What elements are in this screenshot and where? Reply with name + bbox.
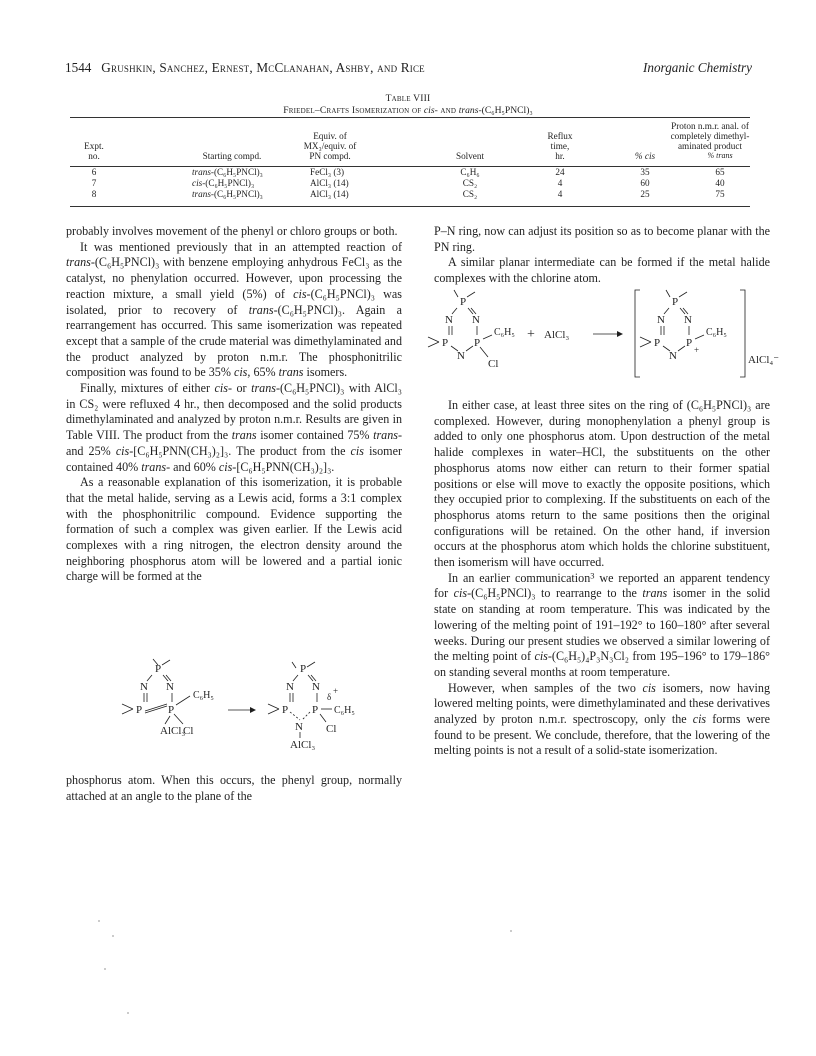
svg-text:P: P	[654, 337, 661, 349]
header-cis: % cis	[634, 151, 656, 161]
running-header	[65, 60, 425, 76]
scan-speck	[127, 1012, 129, 1014]
svg-text:P: P	[474, 337, 481, 349]
paragraph: P–N ring, now can adjust its position so as to become planar with the PN ring.	[434, 224, 770, 254]
svg-text:N: N	[445, 314, 453, 326]
paragraph: It was mentioned previously that in an attempted reaction of trans-(C₆H₅PNCl)₃ with benzene employing anhydrous FeCl₃ as the catalyst, no phenylation occurred. However, upon processing the reaction mixture, a small yield (5%) of cis-(C₆H₅PNCl)₃ was isolated, prior to recovery of trans-(C₆H₅PNCl)₃. Again a rearrangement has occurred. This same isomerization was repeated except that a sample of the crude material was dimethylaminated and the product analyzed by proton n.m.r. The phosphonitrilic composition was found to be 35% cis, 65% trans isomers.	[66, 239, 403, 380]
svg-text:C₆H₅: C₆H₅	[334, 705, 355, 716]
header-starting: Starting compd.	[202, 151, 262, 161]
table-bottom-rule	[70, 206, 750, 207]
scheme-isomerization	[100, 660, 390, 760]
scan-speck	[510, 930, 512, 932]
svg-text:δ: δ	[327, 692, 332, 702]
svg-text:+: +	[694, 345, 700, 355]
left-column-upper	[66, 224, 402, 585]
header-expt: Expt.	[84, 141, 104, 151]
svg-text:N: N	[684, 314, 692, 326]
svg-text:AlCl₃: AlCl₃	[544, 329, 570, 341]
svg-text:Cl: Cl	[488, 358, 499, 370]
table-header-rule	[70, 166, 750, 167]
header-solvent: Solvent	[455, 151, 485, 161]
svg-text:P: P	[300, 663, 307, 675]
paragraph: phosphorus atom. When this occurs, the phenyl group, normally attached at an angle to the plane of the	[66, 773, 402, 803]
paragraph: In either case, at least three sites on the ring of (C₆H₅PNCl)₃ are complexed. However, during monophenylation a phenyl group is added to only one phosphorus atom. Upon destruction of the metal halide complexes in water–HCl, the substituents on the other phosphorus atoms now either can return to their former spatial positions or else will move to exactly the opposite positions, which they occupied prior to complexing. If the substituents on each of the phosphorus atoms return to the same positions then the original configurations will be retained. On the other hand, if inversion occurs at the phosphorus atom which holds the chlorine substituent, then isomerism will have occurred.	[434, 398, 770, 570]
journal-name: Inorganic Chemistry	[642, 60, 752, 75]
scan-speck	[112, 935, 114, 937]
svg-text:N: N	[312, 681, 320, 693]
svg-text:N: N	[472, 314, 480, 326]
svg-text:Cl: Cl	[183, 725, 194, 737]
svg-text:N: N	[295, 721, 303, 733]
author-list: Grushkin, Sanchez, Ernest, McClanahan, Ashby, and Rice	[101, 60, 425, 75]
svg-text:P: P	[155, 663, 162, 675]
paragraph: In an earlier communication$^3$ we reported an apparent tendency for cis-(C₆H₅PNCl)₃ to rearrange to the trans isomer in the solid state on standing at room temperature. This was indicated by the lowering of the melting point of 191–192° to 160–180° after several weeks. During our present studies we observed a similar lowering of the melting point of cis-(C₆H₅)₄P₃N₃Cl₂ from 195–196° to 179–186° on standing several months at room temperature.	[434, 570, 771, 679]
svg-text:P: P	[136, 704, 143, 716]
svg-text:N: N	[657, 314, 665, 326]
svg-text:P: P	[672, 296, 679, 308]
svg-text:P: P	[168, 704, 175, 716]
table-row: 8 trans-(C₆H₅PNCl)₃ AlCl₃ (14) CS₂ 4 25 75	[91, 189, 725, 199]
scan-speck	[98, 920, 100, 922]
svg-text:C₆H₅: C₆H₅	[494, 327, 515, 338]
table-row: 7 cis-(C₆H₅PNCl)₃ AlCl₃ (14) CS₂ 4 60 40	[91, 178, 725, 188]
svg-text:N: N	[140, 681, 148, 693]
paragraph: probably involves movement of the phenyl or chloro groups or both.	[66, 224, 398, 238]
scan-speck	[104, 968, 106, 970]
svg-text:Cl: Cl	[326, 723, 337, 735]
table-row: 6 trans-(C₆H₅PNCl)₃ FeCl₃ (3) C₆H₆ 24 35 65	[91, 167, 725, 177]
table-title: Friedel–Crafts Isomerization of cis- and trans-(C₆H₅PNCl)₃	[283, 105, 533, 116]
paragraph: Finally, mixtures of either cis- or trans-(C₆H₅PNCl)₃ with AlCl₃ in CS₂ were refluxed 4 hr., then decomposed and the solid products dimethylaminated and analyzed by proton n.m.r. Results are given in Table VIII. The product from the trans isomer contained 75% trans- and 25% cis-[C₆H₅PNN(CH₃)₂]₃. The product from the cis isomer contained 40% trans- and 60% cis-[C₆H₅PNN(CH₃)₂]₃.	[66, 381, 402, 474]
left-column-lower	[66, 773, 402, 804]
header-trans: % trans	[707, 151, 733, 160]
svg-text:C₆H₅: C₆H₅	[193, 690, 214, 701]
svg-text:AlCl₃: AlCl₃	[290, 739, 316, 751]
header-equiv: Equiv. of	[313, 131, 347, 141]
svg-text:P: P	[312, 704, 319, 716]
svg-text:P: P	[442, 337, 449, 349]
svg-text:C₆H₅: C₆H₅	[706, 327, 727, 338]
data-table: Proton n.m.r. anal. of completely dimethyl- aminated product Equiv. of MX₃/equiv. of PN compd. Reflux time, hr. Expt. no. Starting compd. Solvent % cis % trans 6 trans-(C₆H₅PNCl)₃ FeCl₃ (3) C₆H₆ 24 35 65 7 cis-(C₆H₅PNCl)₃ AlCl₃ (14) CS₂ 4 60 40 8 trans-(C₆H₅PNCl)₃ AlCl₃ (14) CS₂ 4 25 75	[70, 118, 750, 208]
page-number: 1544	[65, 60, 92, 75]
paragraph: A similar planar intermediate can be formed if the metal halide complexes with the chlorine atom.	[434, 255, 770, 286]
paragraph: However, when samples of the two cis isomers, now having lowered melting points, were dimethylaminated and these derivatives analyzed by proton n.m.r. spectroscopy, only the cis forms were found to be present. We conclude, therefore, that the lowering of the melting points is not a result of a solid-state isomerization.	[434, 680, 770, 758]
svg-text:N: N	[166, 681, 174, 693]
header-reflux: Reflux	[547, 131, 573, 141]
svg-text:AlCl₄⁻: AlCl₄⁻	[748, 354, 780, 366]
scheme-chlorine-complex	[430, 285, 780, 385]
svg-text:N: N	[669, 350, 677, 362]
svg-text:+: +	[527, 327, 535, 342]
svg-text:AlCl₃: AlCl₃	[160, 725, 186, 737]
svg-text:P: P	[460, 296, 467, 308]
right-column-upper	[434, 224, 770, 287]
svg-text:N: N	[286, 681, 294, 693]
table-label: Table VIII	[385, 93, 431, 104]
right-column-lower	[434, 398, 770, 759]
header-anal: Proton n.m.r. anal. of	[671, 121, 749, 131]
svg-text:N: N	[457, 350, 465, 362]
svg-text:P: P	[282, 704, 289, 716]
svg-text:P: P	[686, 337, 693, 349]
svg-text:+: +	[333, 686, 339, 696]
paragraph: As a reasonable explanation of this isomerization, it is probable that the metal halide, serving as a Lewis acid, forms a 3:1 complex with the phosphonitrilic compound. Evidence supporting the formation of such a complex was given earlier. If the Lewis acid complexes with a ring nitrogen, the electron density around the neighboring phosphorus atom will be lowered and a partial ionic charge will be formed at the	[66, 475, 402, 584]
